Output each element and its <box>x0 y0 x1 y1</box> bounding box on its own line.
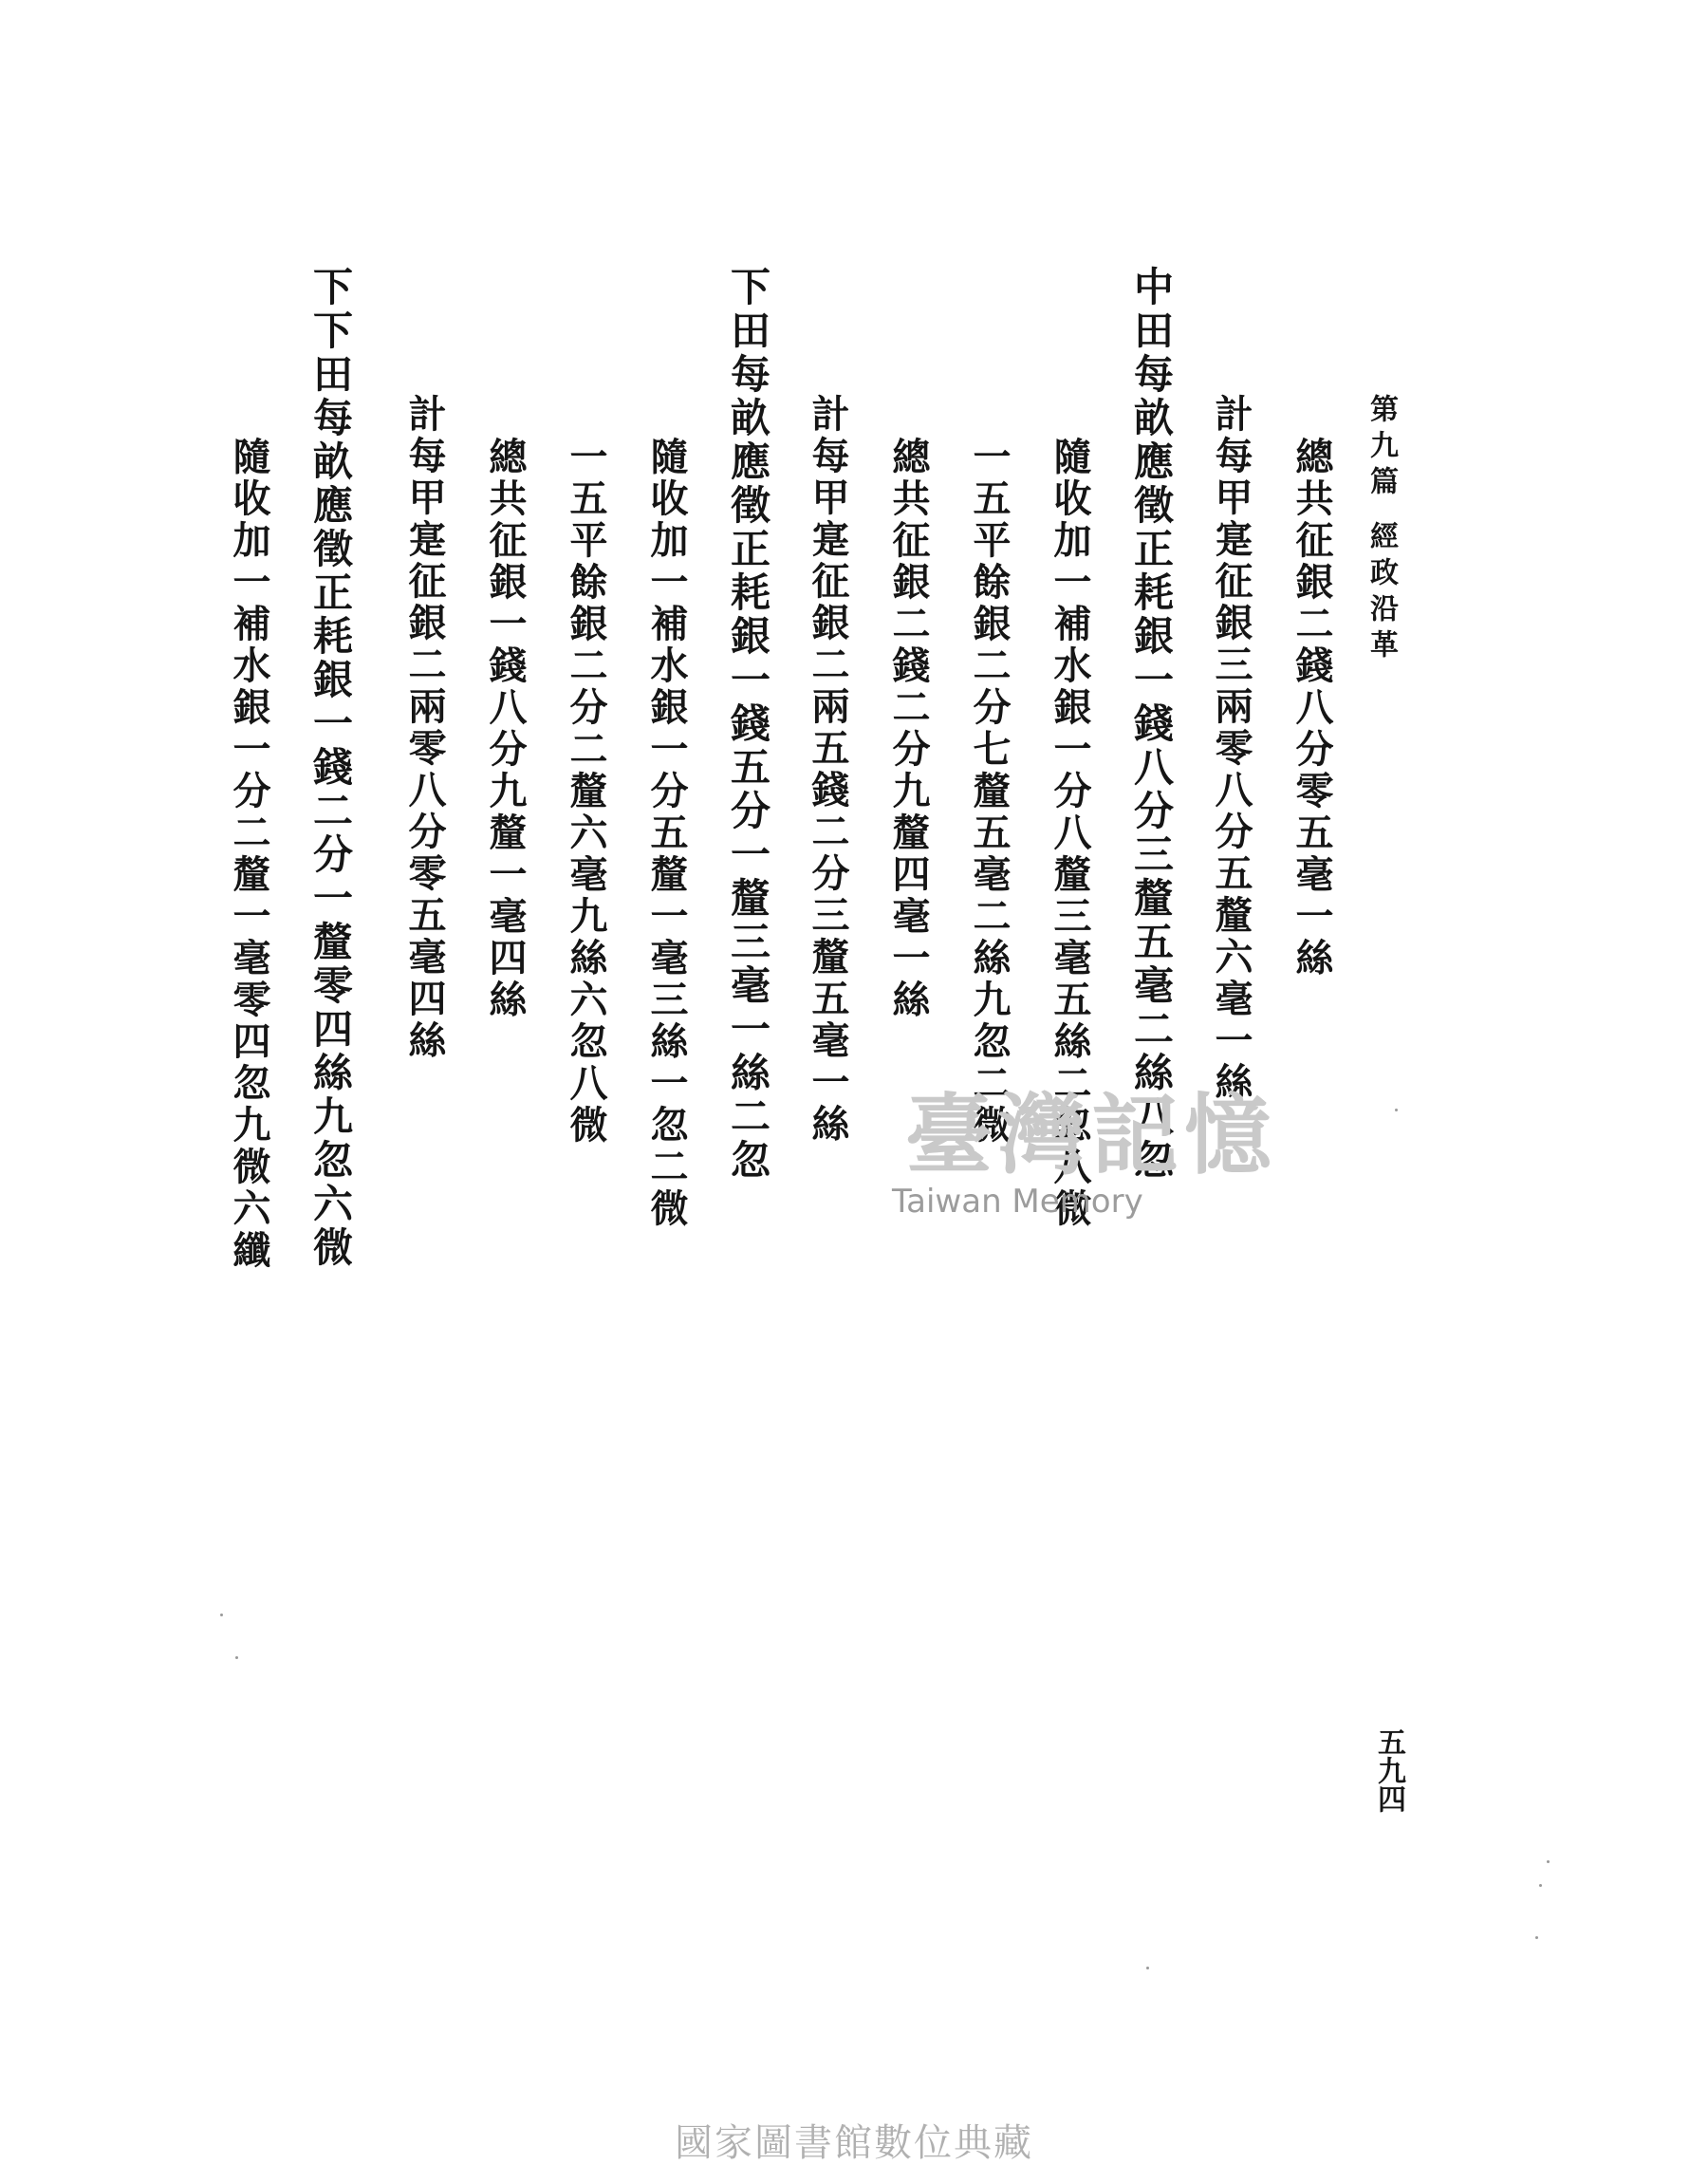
scan-speck <box>1146 1967 1149 1969</box>
scan-speck <box>1395 1109 1398 1111</box>
footer-attribution: 國家圖書館數位典藏 <box>675 2121 1033 2165</box>
text-column-1: 總共征銀二錢八分零五毫一絲 <box>1290 437 1334 980</box>
text-column-13-heading: 下下田每畝應徵正耗銀一錢二分一釐零四絲九忽六微 <box>307 266 354 1270</box>
watermark <box>854 1084 1328 1221</box>
chapter-title: 經政沿革 <box>1365 521 1398 665</box>
text-column-3-heading: 中田每畝應徵正耗銀一錢八分三釐五毫二絲八忽 <box>1128 266 1175 1183</box>
text-column-6: 總共征銀二錢二分九釐四毫一絲 <box>886 437 931 1021</box>
scan-speck <box>1535 1936 1538 1939</box>
text-column-4: 隨收加一補水銀一分八釐三毫五絲二忽八微 <box>1048 437 1092 1230</box>
scan-speck <box>1539 1884 1542 1887</box>
scan-speck <box>220 1614 223 1616</box>
text-column-7: 計每甲寔征銀二兩五錢二分三釐五毫一絲 <box>806 394 850 1146</box>
chapter-label: 第九篇 <box>1365 394 1398 502</box>
text-column-11: 總共征銀一錢八分九釐一毫四絲 <box>483 437 528 1021</box>
scan-speck <box>235 1656 238 1659</box>
watermark-chinese: 臺灣記憶 <box>904 1084 1277 1186</box>
text-column-9: 隨收加一補水銀一分五釐一毫三絲一忽二微 <box>644 437 689 1230</box>
text-column-8-heading: 下田每畝應徵正耗銀一錢五分一釐三毫一絲二忽 <box>725 266 771 1183</box>
running-header <box>1365 394 1398 665</box>
watermark-english: Taiwan Memory <box>892 1183 1143 1221</box>
text-column-14: 隨收加一補水銀一分二釐一毫零四忽九微六纖 <box>227 437 271 1272</box>
page-number: 五九四 <box>1372 1727 1405 1813</box>
text-column-2: 計每甲寔征銀三兩零八分五釐六毫一絲 <box>1209 394 1253 1104</box>
scan-speck <box>1547 1860 1550 1863</box>
text-column-12: 計每甲寔征銀二兩零八分零五毫四絲 <box>402 394 447 1062</box>
text-column-5: 一五平餘銀二分七釐五毫二絲九忽二微 <box>967 437 1012 1147</box>
text-column-10: 一五平餘銀二分二釐六毫九絲六忽八微 <box>564 437 608 1147</box>
